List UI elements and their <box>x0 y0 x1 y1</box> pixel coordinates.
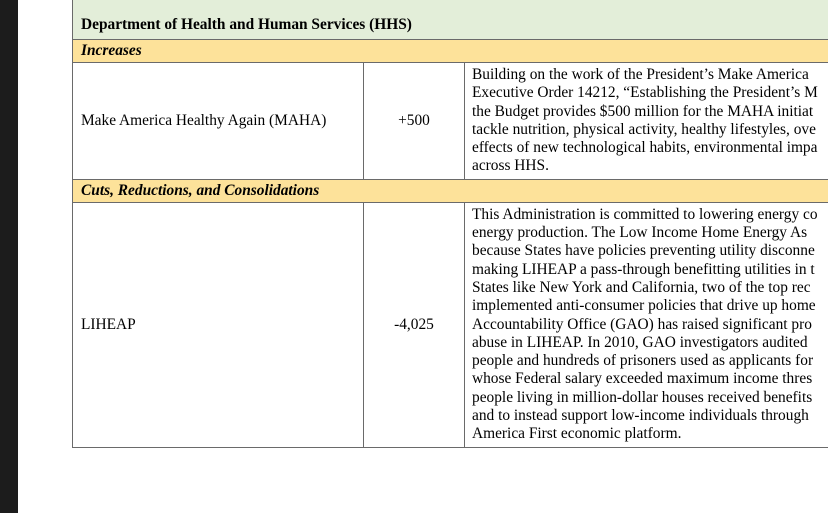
section-header-increases <box>73 40 828 63</box>
budget-table <box>72 0 828 448</box>
description-line: energy production. The Low Income Home Energy As <box>472 224 808 242</box>
program-name: Make America Healthy Again (MAHA) <box>73 63 364 180</box>
section-title: Cuts, Reductions, and Consolidations <box>73 179 828 202</box>
description-line: America First economic platform. <box>472 425 682 443</box>
description-line: Building on the work of the President’s Make America <box>472 66 809 83</box>
description-line: because States have policies preventing utility disconne <box>472 242 815 260</box>
description-line: Executive Order 14212, “Establishing the President’s M <box>472 84 818 102</box>
section-header-cuts <box>73 179 828 202</box>
table-row <box>73 63 828 180</box>
description-line: people living in million-dollar houses received benefits <box>472 388 813 406</box>
section-title: Increases <box>73 40 828 63</box>
program-name: LIHEAP <box>73 202 364 447</box>
description-line: and to instead support low-income individuals through <box>472 407 809 425</box>
description-line: making LIHEAP a pass-through benefitting utilities in t <box>472 260 815 278</box>
description-line: This Administration is committed to lowering energy co <box>472 205 818 223</box>
department-header-row <box>73 0 828 40</box>
description-line: effects of new technological habits, environmental impa <box>472 139 818 157</box>
description-line: Accountability Office (GAO) has raised significant pro <box>472 315 812 333</box>
description-line: the Budget provides $500 million for the MAHA initiat <box>472 102 814 120</box>
description-line: abuse in LIHEAP. In 2010, GAO investigators audited <box>472 333 808 351</box>
program-description <box>465 202 828 447</box>
table-row <box>73 202 828 447</box>
program-description <box>465 63 828 180</box>
description-line: people and hundreds of prisoners used as applicants for <box>472 352 814 370</box>
description-line: implemented anti-consumer policies that drive up home <box>472 297 816 315</box>
description-line: States like New York and California, two of the top rec <box>472 278 811 296</box>
description-line: across HHS. <box>472 157 549 175</box>
department-title: Department of Health and Human Services (HHS) <box>73 0 828 40</box>
document-page <box>18 0 828 513</box>
program-amount: -4,025 <box>364 202 465 447</box>
left-margin-strip <box>0 0 18 513</box>
program-amount: +500 <box>364 63 465 180</box>
description-line: whose Federal salary exceeded maximum income thres <box>472 370 813 388</box>
description-line: tackle nutrition, physical activity, healthy lifestyles, ove <box>472 120 816 138</box>
